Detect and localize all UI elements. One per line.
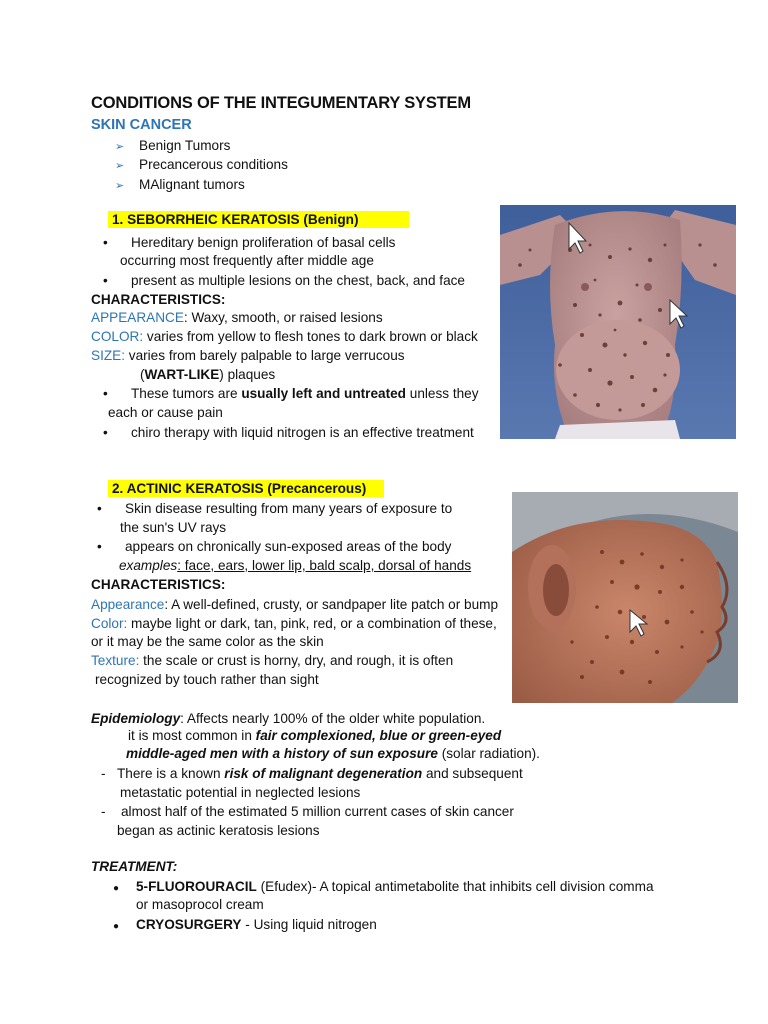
- treatment-item: ● CRYOSURGERY - Using liquid nitrogen: [113, 916, 377, 935]
- appearance-line: Appearance: A well-defined, crusty, or sandpaper lite patch or bump: [91, 597, 499, 612]
- page-title: CONDITIONS OF THE INTEGUMENTARY SYSTEM: [91, 94, 471, 112]
- color-line: COLOR: varies from yellow to flesh tones to dark brown or black: [91, 329, 478, 344]
- list-item: ➢ Precancerous conditions: [115, 156, 288, 175]
- examples-line: examples: face, ears, lower lip, bald scalp, dorsal of hands: [119, 558, 472, 573]
- bullet-item: • Skin disease resulting from many years of exposure to: [97, 501, 453, 516]
- bullet-continuation: each or cause pain: [108, 405, 223, 420]
- epidemiology-line: middle-aged men with a history of sun exposure (solar radiation).: [126, 746, 540, 761]
- treatment-item: ● 5-FLUOROURACIL (Efudex)- A topical antimetabolite that inhibits cell division comma: [113, 878, 654, 897]
- bullet-icon: •: [103, 273, 108, 288]
- bullet-icon: •: [97, 501, 102, 516]
- color-line-continued: or it may be the same color as the skin: [91, 634, 324, 649]
- dash-item: - almost half of the estimated 5 million current cases of skin cancer: [101, 804, 514, 819]
- bullet-icon: •: [103, 386, 108, 401]
- dot-bullet-icon: ●: [113, 921, 120, 932]
- arrow-bullet-icon: ➢: [115, 180, 125, 192]
- bullet-continuation: occurring most frequently after middle age: [120, 253, 374, 268]
- dash-item-continued: metastatic potential in neglected lesions: [120, 785, 361, 800]
- bullet-icon: •: [97, 539, 102, 554]
- appearance-line: APPEARANCE: Waxy, smooth, or raised lesions: [91, 310, 383, 325]
- dot-bullet-icon: ●: [113, 883, 120, 894]
- dash-item: - There is a known risk of malignant degeneration and subsequent: [101, 766, 523, 781]
- bullet-icon: •: [103, 235, 108, 250]
- sk-heading: 1. SEBORRHEIC KERATOSIS (Benign): [108, 211, 409, 228]
- list-item: ➢ MAlignant tumors: [115, 176, 245, 195]
- treatment-heading: TREATMENT:: [91, 859, 178, 874]
- epidemiology-line: Epidemiology: Affects nearly 100% of the older white population.: [91, 711, 486, 726]
- bullet-item: • Hereditary benign proliferation of basal cells: [103, 235, 396, 250]
- seborrheic-keratosis-photo: [500, 205, 736, 439]
- bullet-item: • appears on chronically sun-exposed areas of the body: [97, 539, 452, 554]
- bullet-item: • chiro therapy with liquid nitrogen is an effective treatment: [103, 425, 474, 440]
- size-line: SIZE: varies from barely palpable to large verrucous: [91, 348, 405, 363]
- bullet-continuation: the sun's UV rays: [120, 520, 227, 535]
- bullet-icon: •: [103, 425, 108, 440]
- actinic-keratosis-photo: [512, 492, 738, 703]
- ak-heading: 2. ACTINIC KERATOSIS (Precancerous): [108, 480, 384, 497]
- section-title: SKIN CANCER: [91, 117, 192, 133]
- texture-line: Texture: the scale or crust is horny, dry, and rough, it is often: [91, 653, 454, 668]
- bullet-item: • present as multiple lesions on the chest, back, and face: [103, 273, 465, 288]
- size-line-continued: (WART-LIKE) plaques: [140, 367, 276, 382]
- epidemiology-line: it is most common in fair complexioned, blue or green-eyed: [128, 728, 502, 743]
- characteristics-heading: CHARACTERISTICS:: [91, 292, 226, 307]
- characteristics-heading: CHARACTERISTICS:: [91, 577, 226, 592]
- arrow-bullet-icon: ➢: [115, 160, 125, 172]
- color-line: Color: maybe light or dark, tan, pink, red, or a combination of these,: [91, 616, 497, 631]
- list-item: ➢ Benign Tumors: [115, 137, 230, 156]
- dash-item-continued: began as actinic keratosis lesions: [117, 823, 320, 838]
- arrow-bullet-icon: ➢: [115, 141, 125, 153]
- texture-line-continued: recognized by touch rather than sight: [95, 672, 319, 687]
- bullet-item: • These tumors are usually left and untreated unless they: [103, 386, 479, 401]
- treatment-item-continued: or masoprocol cream: [136, 897, 264, 912]
